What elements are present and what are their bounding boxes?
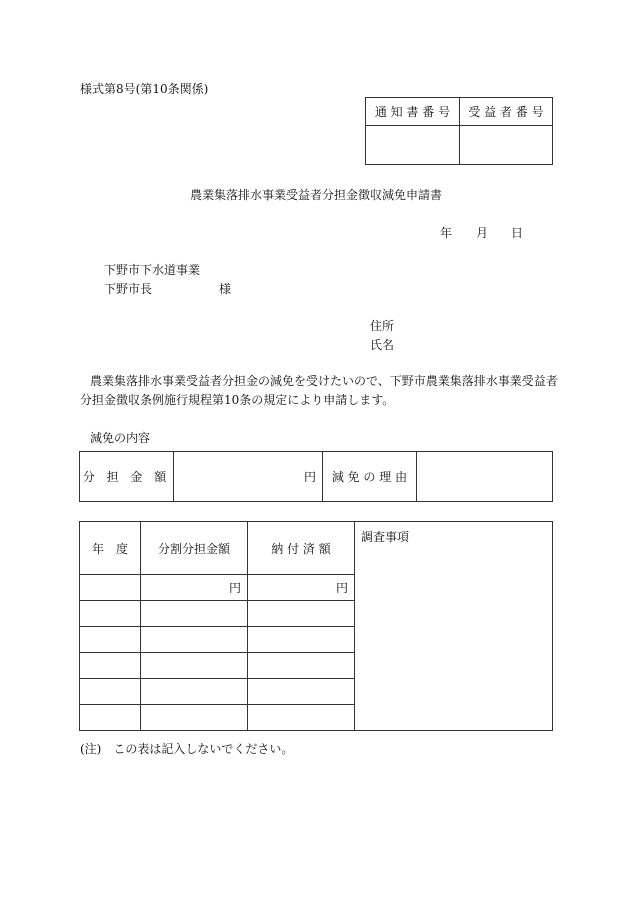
reason-label: 減 免 の 理 由 xyxy=(323,452,417,502)
header-paid: 納 付 済 額 xyxy=(248,522,355,575)
amount-yen: 円 xyxy=(303,470,316,484)
date-day-label: 日 xyxy=(511,226,524,240)
header-installment: 分割分担金額 xyxy=(141,522,248,575)
paid-cell[interactable] xyxy=(248,627,355,653)
year-cell[interactable] xyxy=(80,653,141,679)
installment-cell[interactable] xyxy=(141,575,248,601)
header-investigation: 調査事項 xyxy=(361,530,410,544)
name-label: 氏名 xyxy=(370,338,395,352)
body-text-line2: 分担金徴収条例施行規程第10条の規定により申請します。 xyxy=(80,393,395,407)
installment-cell[interactable] xyxy=(141,705,248,731)
detail-table xyxy=(79,521,553,731)
header-year: 年 度 xyxy=(80,522,141,575)
year-cell[interactable] xyxy=(80,627,141,653)
addressee-honorific: 様 xyxy=(219,282,232,296)
address-label: 住所 xyxy=(370,319,395,333)
year-cell[interactable] xyxy=(80,705,141,731)
date-month-label: 月 xyxy=(476,226,489,240)
installment-cell[interactable] xyxy=(141,653,248,679)
paid-yen: 円 xyxy=(335,581,348,595)
installment-cell[interactable] xyxy=(141,627,248,653)
paid-cell[interactable] xyxy=(248,575,355,601)
addressee-line2: 下野市長 xyxy=(104,282,153,296)
paid-cell[interactable] xyxy=(248,705,355,731)
investigation-cell xyxy=(355,522,553,731)
paid-cell[interactable] xyxy=(248,653,355,679)
amount-label: 分 担 金 額 xyxy=(80,452,174,502)
notice-number-label: 通 知 書 番 号 xyxy=(366,98,460,126)
form-number: 様式第8号(第10条関係) xyxy=(80,82,209,96)
paid-cell[interactable] xyxy=(248,601,355,627)
year-cell[interactable] xyxy=(80,601,141,627)
footnote: (注) この表は記入しないでください。 xyxy=(80,742,294,756)
notice-number-field[interactable] xyxy=(366,126,460,165)
date-year-label: 年 xyxy=(440,226,453,240)
year-cell[interactable] xyxy=(80,679,141,705)
year-cell[interactable] xyxy=(80,575,141,601)
paid-cell[interactable] xyxy=(248,679,355,705)
amount-field[interactable] xyxy=(174,452,323,502)
form-title: 農業集落排水事業受益者分担金徴収減免申請書 xyxy=(190,188,443,202)
installment-cell[interactable] xyxy=(141,679,248,705)
beneficiary-number-field[interactable] xyxy=(460,126,553,165)
reason-field[interactable] xyxy=(417,452,553,502)
beneficiary-number-label: 受 益 者 番 号 xyxy=(460,98,553,126)
exemption-table xyxy=(79,451,553,502)
installment-cell[interactable] xyxy=(141,601,248,627)
section-label: 減免の内容 xyxy=(90,431,151,445)
body-text-line1: 農業集落排水事業受益者分担金の減免を受けたいので、下野市農業集落排水事業受益者 xyxy=(90,374,558,388)
installment-yen: 円 xyxy=(228,581,241,595)
addressee-line1: 下野市下水道事業 xyxy=(104,263,201,277)
notice-number-table xyxy=(365,97,553,165)
